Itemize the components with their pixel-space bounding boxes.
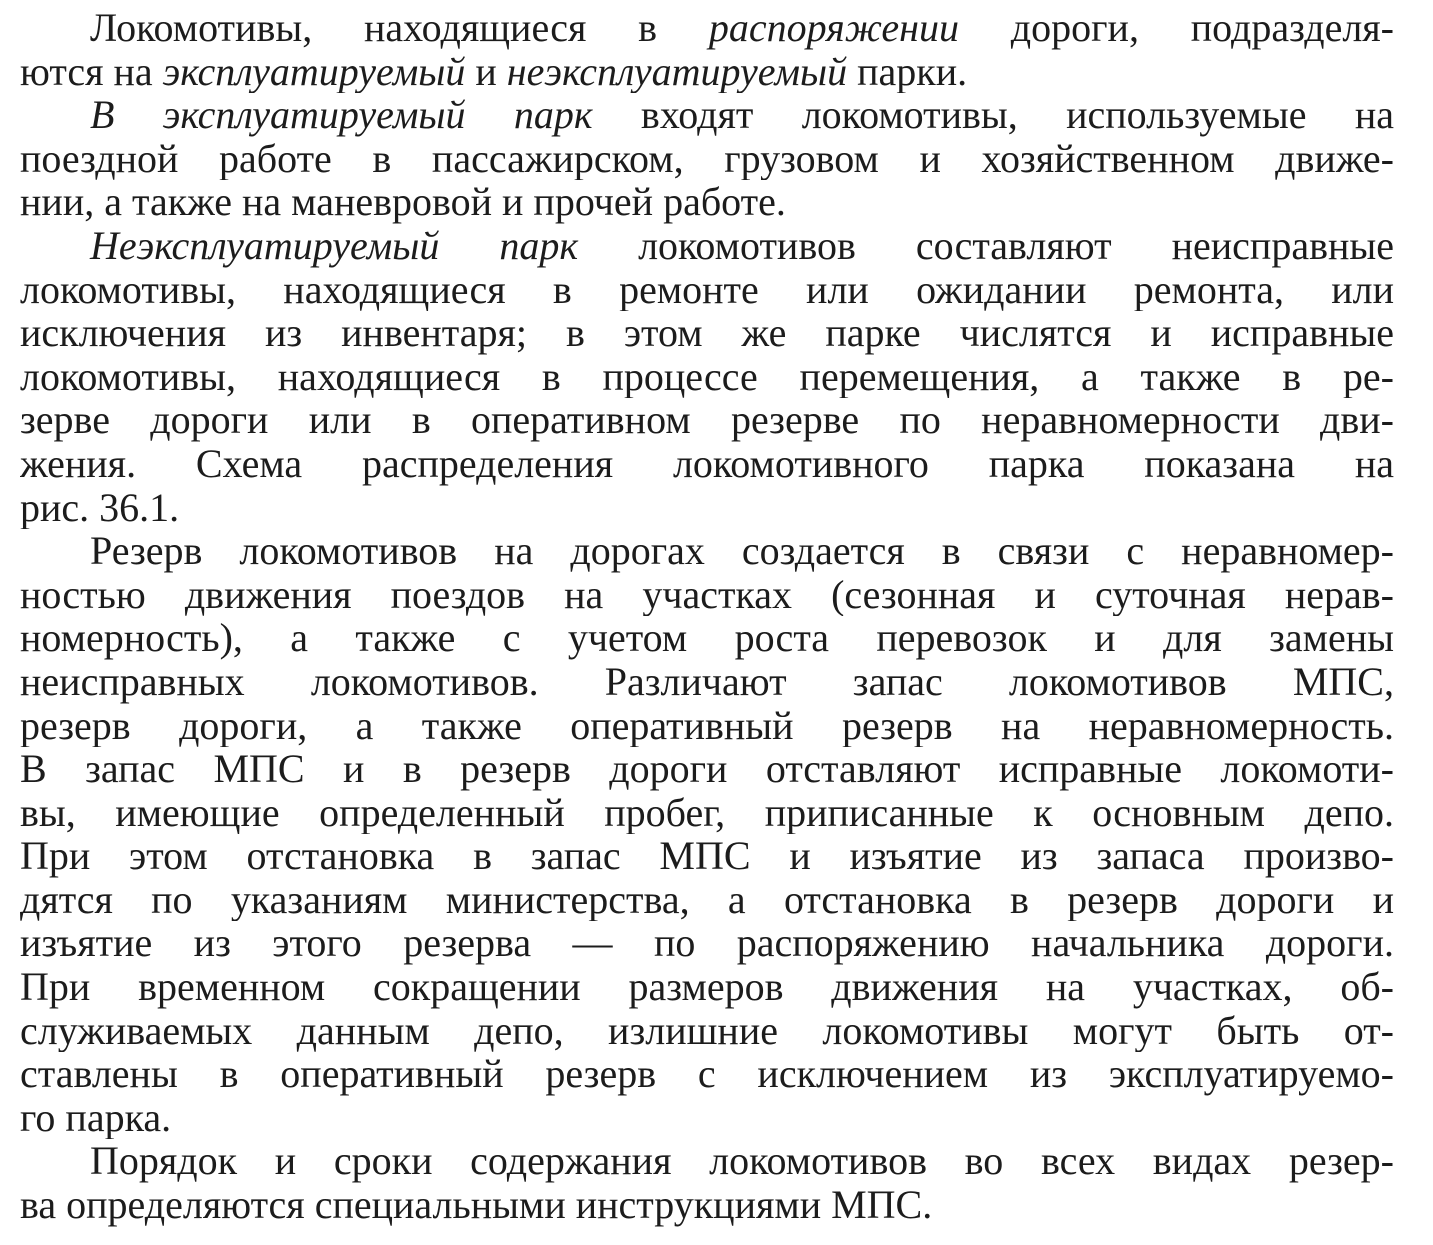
text-line [20,704,1394,748]
text-segment: исключения из инвентаря; в этом же парке числятся и исправные [20,311,1394,355]
text-line [20,834,1394,878]
text-line [20,529,1394,573]
text-segment: неисправных локомотивов. Различают запас локомотивов МПС, [20,659,1394,704]
italic-term: эксплуатируемый [162,49,466,94]
italic-term: распоряжении [708,6,959,50]
text-segment: локомотивы, находящиеся в ремонте или ожидании ремонта, или [20,267,1394,312]
text-segment: При этом отстановка в запас МПС и изъятие из запаса произво- [20,834,1394,878]
text-segment: поездной работе в пассажирском, грузовом и хозяйственном движе- [20,136,1394,181]
text-segment: Порядок и сроки содержания локомотивов во всех видах резер- [90,1139,1394,1184]
italic-term: Неэксплуатируемый парк [90,223,579,268]
text-segment: номерность), а также с учетом роста перевозок и для замены [20,616,1394,660]
text-line [20,224,1394,268]
text-segment: Резерв локомотивов на дорогах создается в связи с неравномер- [90,529,1394,573]
text-line [20,878,1394,922]
text-segment: жения. Схема распределения локомотивного парка показана на [20,441,1394,486]
text-line [20,660,1394,704]
text-segment: дятся по указаниям министерства, а отстановка в резерв дороги и [20,877,1394,922]
document-body [20,6,1394,1227]
text-segment: локомотивов составляют неисправные [578,223,1394,268]
text-line [20,180,1394,224]
text-segment: служиваемых данным депо, излишние локомотивы могут быть от- [20,1008,1394,1053]
text-line [20,1096,1394,1140]
text-segment: ва определяются специальными инструкциями МПС. [20,1183,933,1227]
text-line [20,1183,1394,1227]
text-line [20,311,1394,355]
text-line [20,1052,1394,1096]
text-segment: ются на [20,49,163,94]
text-segment: зерве дороги или в оперативном резерве по неравномерности дви- [20,398,1394,442]
text-segment: рис. 36.1. [20,485,180,530]
text-segment: В запас МПС и в резерв дороги отставляют исправные локомоти- [20,747,1394,791]
text-line [20,921,1394,965]
text-line [20,573,1394,617]
text-segment: парки. [847,49,968,94]
text-segment: го парка. [20,1095,172,1140]
text-segment: входят локомотивы, используемые на [592,93,1394,137]
text-line [20,50,1394,94]
document-page [20,6,1394,1227]
text-segment: ностью движения поездов на участках (сезонная и суточная нерав- [20,572,1394,617]
text-line [20,398,1394,442]
text-line [20,137,1394,181]
text-line [20,616,1394,660]
text-line [20,268,1394,312]
text-line [20,442,1394,486]
text-line [20,1139,1394,1183]
text-line [20,1009,1394,1053]
text-segment: нии, а также на маневровой и прочей работе. [20,180,786,224]
text-line [20,747,1394,791]
text-line [20,93,1394,137]
text-line [20,6,1394,50]
text-segment: вы, имеющие определенный пробег, приписанные к основным депо. [20,790,1394,835]
text-segment: и [465,49,507,94]
text-line [20,486,1394,530]
text-segment: изъятие из этого резерва — по распоряжению начальника дороги. [20,921,1394,966]
text-segment: При временном сокращении размеров движения на участках, об- [20,965,1394,1009]
italic-term: неэксплуатируемый [506,49,848,94]
text-segment: дороги, подразделя- [958,6,1394,50]
text-segment: ставлены в оперативный резерв с исключением из эксплуатируемо- [20,1052,1394,1096]
text-line [20,791,1394,835]
text-segment: локомотивы, находящиеся в процессе перемещения, а также в ре- [20,354,1394,399]
text-line [20,965,1394,1009]
text-line [20,355,1394,399]
text-segment: Локомотивы, находящиеся в [90,6,709,50]
text-segment: резерв дороги, а также оперативный резерв на неравномерность. [20,703,1394,748]
italic-term: В эксплуатируемый парк [90,93,593,137]
